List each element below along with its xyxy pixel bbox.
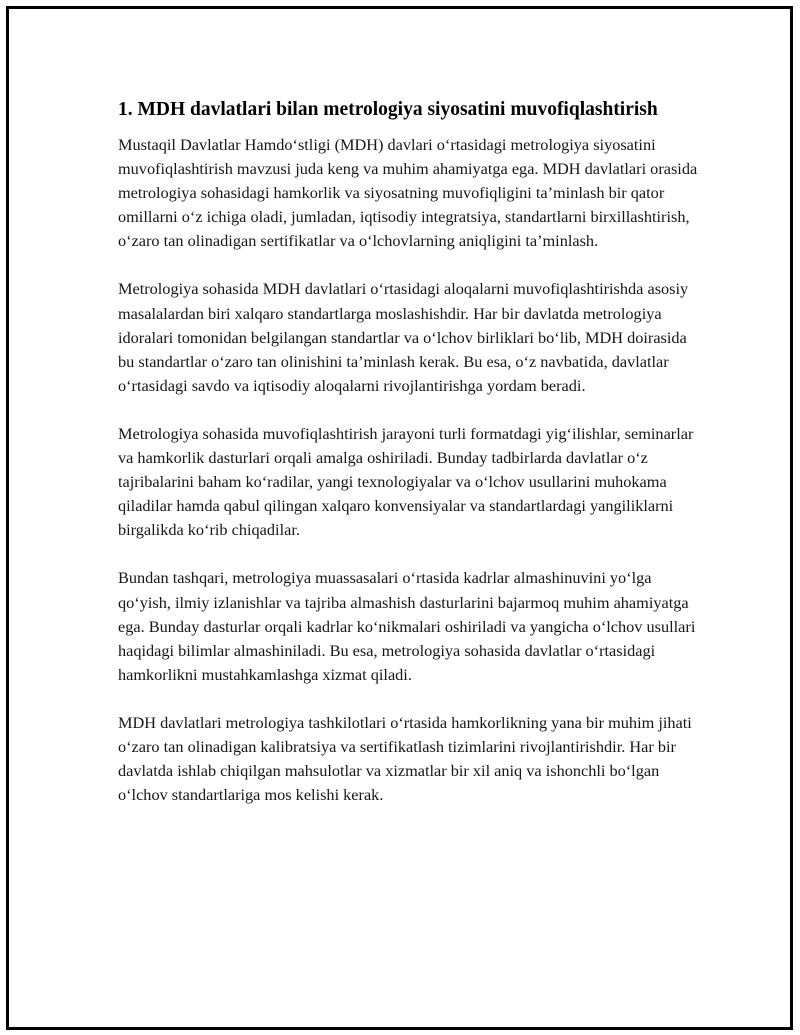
paragraph-3: Metrologiya sohasida muvofiqlashtirish jarayoni turli formatdagi yig‘ilishlar, seminarlar va hamkorlik dasturlari orqali amalga oshiriladi. Bunday tadbirlarda davlatlar o‘z tajribalarini baham ko‘radilar, yangi texnologiyalar va o‘lchov usullarini muhokama qiladilar hamda qabul qilingan xalqaro konvensiyalar va standartlardagi yangiliklarni birgalikda ko‘rib chiqadilar. (118, 423, 694, 540)
document-body (118, 97, 698, 831)
paragraph-5: MDH davlatlari metrologiya tashkilotlari o‘rtasida hamkorlikning yana bir muhim jihati o‘zaro tan olinadigan kalibratsiya va sertifikatlash tizimlarini rivojlantirishdir. Har bir davlatda ishlab chiqilgan mahsulotlar va xizmatlar bir xil aniq va ishonchli bo‘lgan o‘lchov standartlariga mos kelishi kerak. (118, 712, 692, 805)
paragraph-4: Bundan tashqari, metrologiya muassasalari o‘rtasida kadrlar almashinuvini yo‘lga qo‘yish, ilmiy izlanishlar va tajriba almashish dasturlarini bajarmoq muhim ahamiyatga ega. Bunday dasturlar orqali kadrlar ko‘nikmalari oshiriladi va yangicha o‘lchov usullari haqidagi bilimlar almashiniladi. Bu esa, metrologiya sohasida davlatlar o‘rtasidagi hamkorlikni mustahkamlashga xizmat qiladi. (118, 568, 696, 684)
section-heading: 1. MDH davlatlari bilan metrologiya siyosatini muvofiqlashtirish (118, 99, 658, 120)
page-frame (6, 6, 793, 1030)
paragraph-1: Mustaqil Davlatlar Hamdo‘stligi (MDH) davlari o‘rtasidagi metrologiya siyosatini muvofiqlashtirish mavzusi juda keng va muhim ahamiyatga ega. MDH davlatlari orasida metrologiya sohasidagi hamkorlik va siyosatning muvofiqligini ta’minlash bir qator omillarni o‘z ichiga oladi, jumladan, iqtisodiy integratsiya, standartlarni birxillashtirish, o‘zaro tan olinadigan sertifikatlar va o‘lchovlarning aniqligini ta’minlash. (118, 135, 698, 251)
paragraph-2: Metrologiya sohasida MDH davlatlari o‘rtasidagi aloqalarni muvofiqlashtirishda asosiy masalalardan biri xalqaro standartlarga moslashishdir. Har bir davlatda metrologiya idoralari tomonidan belgilangan standartlar va o‘lchov birliklari bo‘lib, MDH doirasida bu standartlar o‘zaro tan olinishini ta’minlash kerak. Bu esa, o‘z navbatida, davlatlar o‘rtasidagi savdo va iqtisodiy aloqalarni rivojlantirishga yordam beradi. (118, 279, 689, 395)
